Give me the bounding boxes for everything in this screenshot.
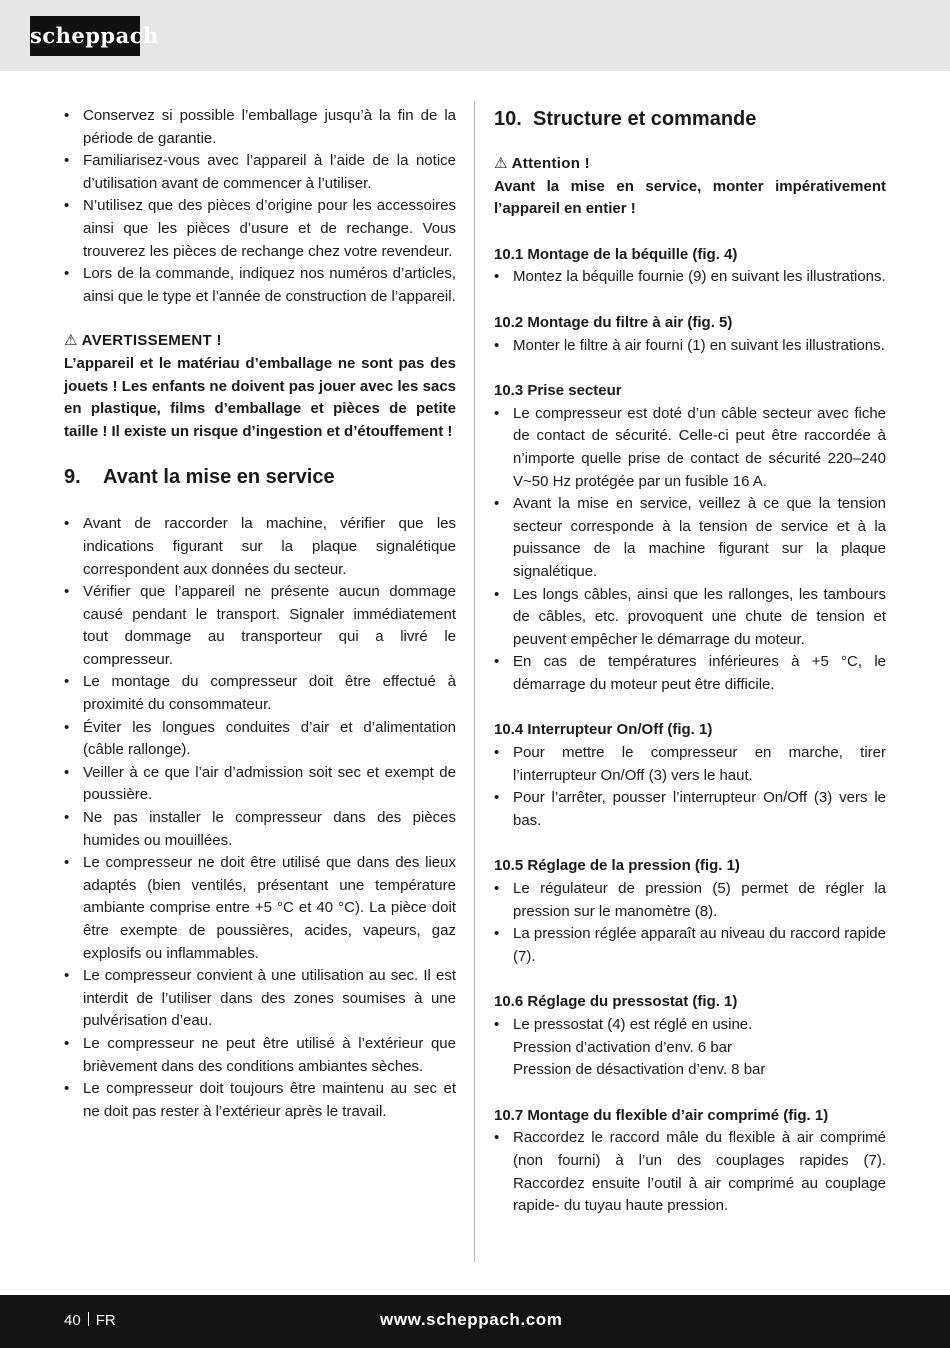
list-item: • Le compresseur ne peut être utilisé à l’extérieur que brièvement dans des conditions ambiantes sèches. [64,1033,456,1078]
list-item: • Montez la béquille fournie (9) en suivant les illustrations. [494,266,886,289]
list-item: • Familiarisez-vous avec l’appareil à l’aide de la notice d’utilisation avant de commencer à l’utiliser. [64,150,456,195]
deactivation-pressure-line: Pression de désactivation d’env. 8 bar [513,1061,766,1079]
list-item: • Raccordez le raccord mâle du flexible à air comprimé (non fourni) à l’un des couplages rapides (7). Raccordez ensuite l’outil à air comprimé au couplage rapide- du tuyau haute pression. [494,1127,886,1217]
list-item: • Les longs câbles, ainsi que les rallonges, les tambours de câbles, etc. provoquent une chute de tension et peuvent empêcher le démarrage du moteur. [494,584,886,652]
list-item: • Le pressostat (4) est réglé en usine. [494,1014,886,1037]
subsection-10-4-list [494,742,886,832]
subsection-10-7-heading: 10.7 Montage du flexible d’air comprimé (fig. 1) [494,1106,829,1124]
warning-heading [64,330,456,353]
list-item: • En cas de températures inférieures à +5 °C, le démarrage du moteur peut être difficile. [494,651,886,696]
subsection-10-2-list [494,335,886,358]
list-item: • Monter le filtre à air fourni (1) en suivant les illustrations. [494,335,886,358]
page-number: 40 [64,1312,81,1329]
warning-title: AVERTISSEMENT ! [81,332,222,350]
warning-text: L’appareil et le matériau d’emballage ne sont pas des jouets ! Les enfants ne doivent pas jouer avec les sacs en plastique, films d’emballage et pièces de petite taille ! Il existe un risque d’ingestion et d’étouffement ! [64,354,456,440]
list-item: • Vérifier que l’appareil ne présente aucun dommage causé pendant le transport. Signaler immédiatement tout dommage au transporteur qui a livré le compresseur. [64,581,456,671]
right-column [494,105,886,1218]
attention-text: Avant la mise en service, monter impérativement l’appareil en entier ! [494,177,886,218]
list-item: • Le compresseur convient à une utilisation au sec. Il est interdit de l’utiliser dans des zones soumises à une pulvérisation d’eau. [64,965,456,1033]
list-item: • Veiller à ce que l’air d’admission soit sec et exempt de poussière. [64,762,456,807]
section-title-text: Structure et commande [533,108,757,130]
subsection-10-6-list [494,1014,886,1037]
activation-pressure-line: Pression d’activation d’env. 6 bar [513,1038,733,1056]
list-item: • Conservez si possible l’emballage jusqu’à la fin de la période de garantie. [64,105,456,150]
subsection-10-2-heading: 10.2 Montage du filtre à air (fig. 5) [494,313,733,331]
attention-heading [494,153,886,176]
warning-triangle-icon: ⚠ [64,332,78,350]
section-number: 10. [494,108,522,130]
list-item: • Le régulateur de pression (5) permet de régler la pression sur le manomètre (8). [494,878,886,923]
footer-separator [88,1312,89,1326]
list-item: • Le montage du compresseur doit être effectué à proximité du consommateur. [64,671,456,716]
subsection-10-3-heading: 10.3 Prise secteur [494,382,622,400]
subsection-10-6-heading: 10.6 Réglage du pressostat (fig. 1) [494,993,738,1011]
list-item: • Pour mettre le compresseur en marche, tirer l’interrupteur On/Off (3) vers le haut. [494,742,886,787]
column-divider [474,102,475,1262]
page-footer [0,1295,950,1348]
subsection-10-5-list [494,878,886,968]
list-item: • Ne pas installer le compresseur dans des pièces humides ou mouillées. [64,807,456,852]
website-link[interactable]: www.scheppach.com [380,1310,563,1329]
subsection-10-7-list [494,1127,886,1217]
subsection-10-1-list [494,266,886,289]
list-item: • Lors de la commande, indiquez nos numéros d’articles, ainsi que le type et l’année de construction de l’appareil. [64,263,456,308]
list-item: • N’utilisez que des pièces d’origine pour les accessoires ainsi que les pièces d’usure et de rechange. Vous trouverez les pièces de rechange chez votre revendeur. [64,195,456,263]
list-item: • La pression réglée apparaît au niveau du raccord rapide (7). [494,923,886,968]
list-item: • Pour l’arrêter, pousser l’interrupteur On/Off (3) vers le bas. [494,787,886,832]
section-10-title [494,105,886,133]
brand-logo: scheppach [30,16,140,56]
section-9-title [64,463,456,491]
section-number: 9. [64,466,81,489]
subsection-10-5-heading: 10.5 Réglage de la pression (fig. 1) [494,857,740,875]
language-code: FR [95,1312,116,1329]
attention-title: Attention ! [511,155,590,172]
list-item: • Avant la mise en service, veillez à ce que la tension secteur corresponde à la tension de service et à la puissance de la machine figurant sur la plaque signalétique. [494,493,886,583]
subsection-10-4-heading: 10.4 Interrupteur On/Off (fig. 1) [494,721,713,739]
intro-bullet-list [64,105,456,308]
subsection-10-3-list [494,403,886,697]
list-item: • Le compresseur ne doit être utilisé que dans des lieux adaptés (bien ventilés, présentant une température ambiante comprise entre +5 °C et 40 °C). La pièce doit être exempte de poussières, acides, vapeurs, gaz explosifs ou inflammables. [64,852,456,965]
list-item: • Le compresseur est doté d’un câble secteur avec fiche de contact de sécurité. Celle-ci peut être raccordée à n’importe quelle prise de contact de sécurité 220–240 V~50 Hz protégée par un fusible 16 A. [494,403,886,493]
list-item: • Éviter les longues conduites d’air et d’alimentation (câble rallonge). [64,717,456,762]
left-column [64,105,456,1123]
subsection-10-1-heading: 10.1 Montage de la béquille (fig. 4) [494,245,738,263]
section-title-text: Avant la mise en service [103,466,335,489]
warning-triangle-icon: ⚠ [494,155,508,172]
page-number-label [64,1310,116,1332]
section-9-bullet-list [64,513,456,1123]
list-item: • Avant de raccorder la machine, vérifier que les indications figurant sur la plaque signalétique correspondent aux données du secteur. [64,513,456,581]
list-item: • Le compresseur doit toujours être maintenu au sec et ne doit pas rester à l’extérieur après le travail. [64,1078,456,1123]
page-header [0,0,950,71]
